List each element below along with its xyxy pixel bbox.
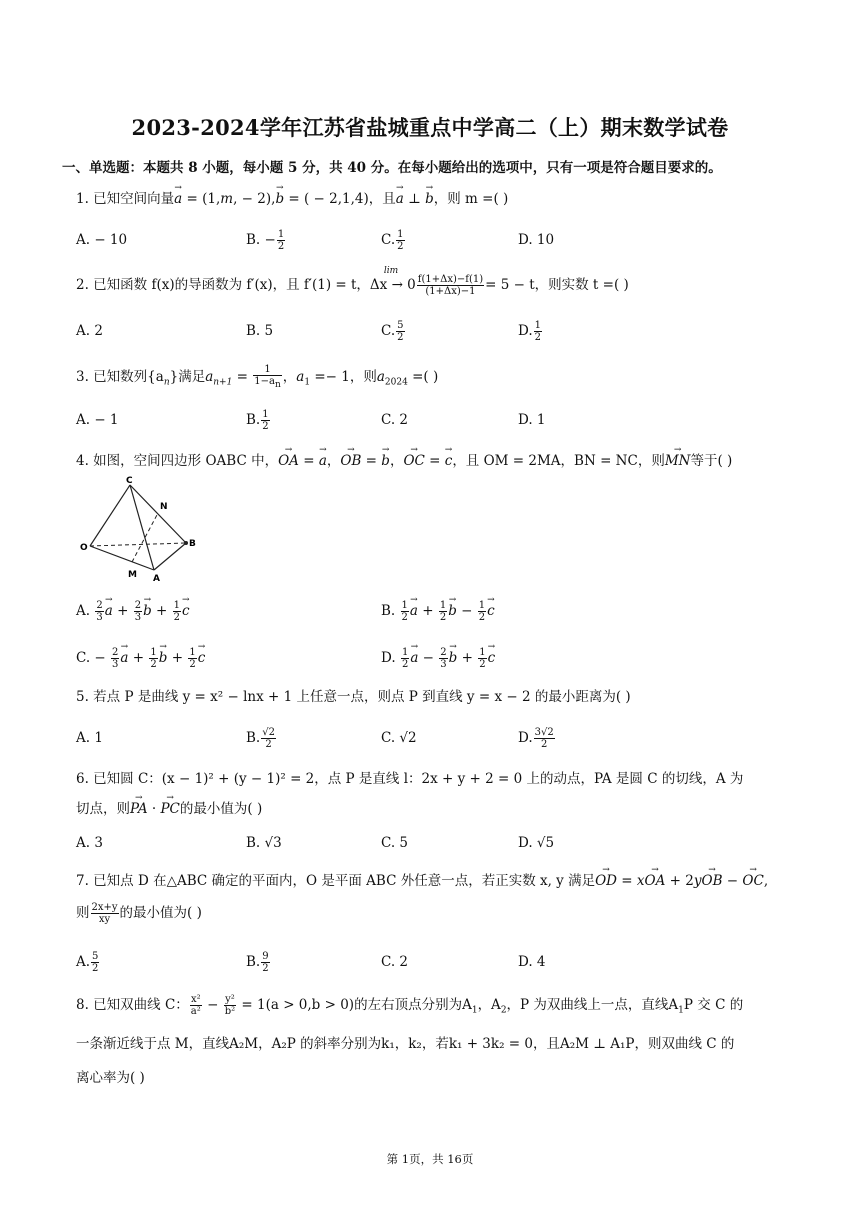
label-a: A <box>153 574 160 583</box>
q3-option-a: A. − 1 <box>76 412 119 428</box>
q1-option-b: B. − $\frac{1}{2}$ <box>246 229 285 252</box>
edge-ob <box>90 543 186 546</box>
q2-option-d: D. $\frac{1}{2}$ <box>518 320 542 343</box>
label-c: C <box>126 476 133 486</box>
question-8-line1: 8. 已知双曲线 C： $\frac{\text{x²}}{\text{a²}}$ − $\frac{\text{y²}}{\text{b²}}$ = 1(a > 0,b > 0)的左右顶点分别为$A_1$，$A_2$，P 为双曲线上一点，直线$A_1P$ 交 C 的 <box>76 994 744 1017</box>
q5-option-a: A. 1 <box>76 730 103 746</box>
q1-option-c: C. $\frac{1}{2}$ <box>381 229 404 252</box>
label-n: N <box>160 502 168 512</box>
label-m: M <box>128 570 137 580</box>
q6-option-a: A. 3 <box>76 835 103 851</box>
question-3: 3. 已知数列$\{a_n\}$满足$a_{n+1}$ = $\frac{1}{1-a_n}$ ，$a_1 =- 1$，则$a_{2024}$ =( ) <box>76 364 439 390</box>
q3-option-d: D. 1 <box>518 412 546 428</box>
question-7-line1: 7. 已知点 D 在△ABC 确定的平面内，O 是平面 ABC 外任意一点，若正实数 x, y 满足→ OD = x→ OA + 2y→ OB − → OC, <box>76 870 768 892</box>
q4-option-a: A. $\frac{2}{3}$ → a + $\frac{2}{3}$ → b + $\frac{1}{2}$ → c <box>76 600 190 623</box>
q7-option-a: A. $\frac{5}{2}$ <box>76 951 99 974</box>
page-footer: 第 1页，共 16页 <box>386 1152 474 1166</box>
question-2: 2. 已知函数 f(x)的导函数为 f′(x)，且 f′(1) = t，Δx lim → 0 $\frac{f(1+\Delta x)-f(1)}{(1+\Delta x)-1}$ = 5 − t，则实数 t =( ) <box>76 266 629 297</box>
label-b: B <box>189 539 196 549</box>
q5-option-d: D. $\frac{3√2}{2}$ <box>518 727 554 750</box>
q4-option-b: B. $\frac{1}{2}$ → a + $\frac{1}{2}$ → b − $\frac{1}{2}$ → c <box>381 600 495 623</box>
q2-option-c: C. $\frac{5}{2}$ <box>381 320 404 343</box>
q2-option-a: A. 2 <box>76 323 103 339</box>
question-8-line3: 离心率为( ) <box>76 1070 145 1086</box>
q7-option-b: B. $\frac{9}{2}$ <box>246 951 269 974</box>
q1-option-d: D. 10 <box>518 232 555 248</box>
question-4: 4. 如图，空间四边形 OABC 中，→ OA = → a，→ OB = → b，→ OC = → c，且 OM = 2MA，BN = NC，则→ MN等于( ) <box>76 450 732 472</box>
q2-option-b: B. 5 <box>246 323 274 339</box>
q7-option-c: C. 2 <box>381 954 409 970</box>
q4-option-d: D. $\frac{1}{2}$ → a − $\frac{2}{3}$ → b + $\frac{1}{2}$ → c <box>381 647 495 670</box>
question-6-line2: 切点，则→ PA · → PC的最小值为( ) <box>76 798 262 820</box>
question-8-line2: 一条渐近线于点 M，直线A₂M，A₂P 的斜率分别为k₁，k₂，若k₁ + 3k₂ = 0，且A₂M ⊥ A₁P，则双曲线 C 的 <box>76 1036 735 1052</box>
q3-option-b: B. $\frac{1}{2}$ <box>246 409 269 432</box>
edge-ab <box>154 543 186 570</box>
tetrahedron-figure <box>76 473 206 583</box>
q3-option-c: C. 2 <box>381 412 409 428</box>
question-1: 1. 已知空间向量→ a = (1,m, − 2),→ b = ( − 2,1,4)，且→ a ⊥ → b，则 m =( ) <box>76 188 508 210</box>
q6-option-c: C. 5 <box>381 835 409 851</box>
q1-option-a: A. − 10 <box>76 232 128 248</box>
q5-option-c: C. √2 <box>381 730 417 746</box>
q6-option-b: B. √3 <box>246 835 282 851</box>
question-6-line1: 6. 已知圆 C：(x − 1)² + (y − 1)² = 2，点 P 是直线 l：2x + y + 2 = 0 上的动点，PA 是圆 C 的切线，A 为 <box>76 771 744 787</box>
edge-oc <box>90 485 130 546</box>
label-o: O <box>80 543 88 553</box>
edge-oa <box>90 546 154 570</box>
q6-option-d: D. √5 <box>518 835 555 851</box>
q4-option-c: C. − $\frac{2}{3}$ → a + $\frac{1}{2}$ → b + $\frac{1}{2}$ → c <box>76 647 205 670</box>
q5-option-b: B. $\frac{√2}{2}$ <box>246 727 275 750</box>
q7-option-d: D. 4 <box>518 954 546 970</box>
page-title: 2023-2024学年江苏省盐城重点中学高二（上）期末数学试卷 <box>131 115 729 140</box>
section-heading: 一、单选题：本题共 8 小题，每小题 5 分，共 40 分。在每小题给出的选项中，只有一项是符合题目要求的。 <box>62 160 722 176</box>
question-5: 5. 若点 P 是曲线 y = x² − lnx + 1 上任意一点，则点 P 到直线 y = x − 2 的最小距离为( ) <box>76 689 631 705</box>
question-7-line2: 则 $\frac{2x+y}{xy}$ 的最小值为( ) <box>76 902 202 925</box>
